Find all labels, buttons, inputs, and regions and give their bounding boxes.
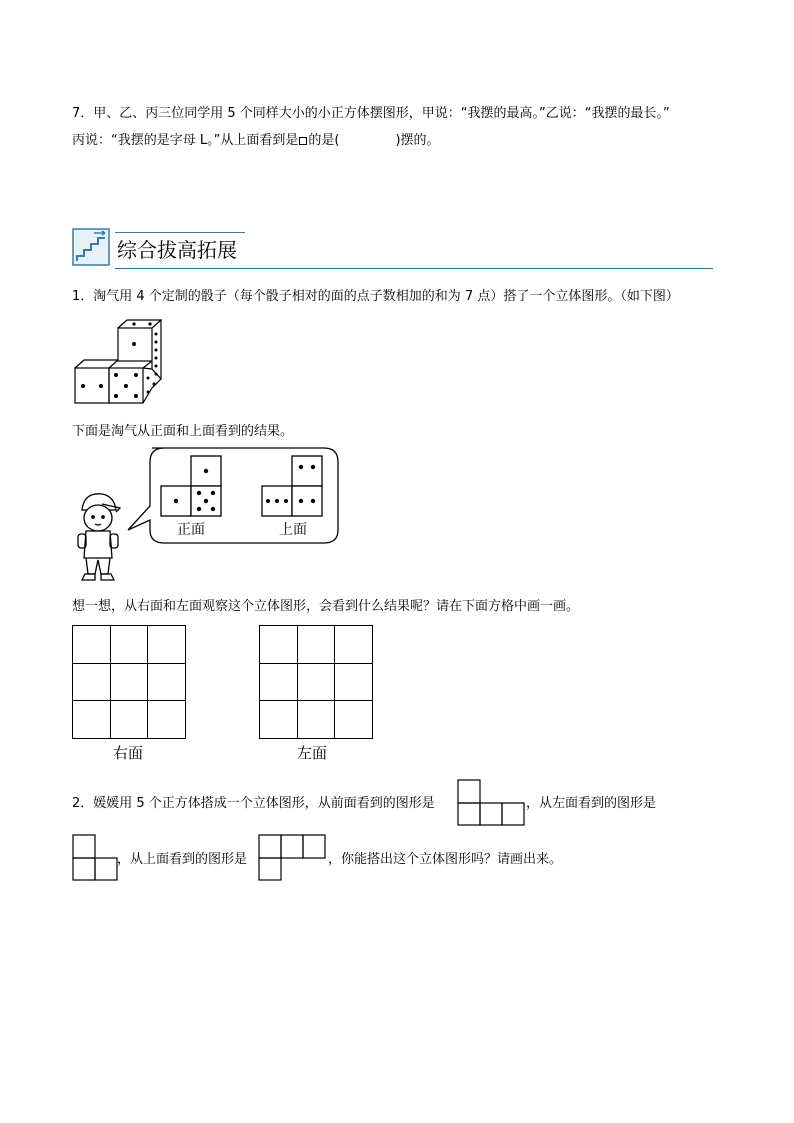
q2-front-view-figure [457,779,527,831]
grid-cell[interactable] [73,626,111,664]
q7-line1: 7．甲、乙、丙三位同学用 5 个同样大小的小正方体摆图形，甲说：“我摆的最高。”乙说：“我摆的最长。” [72,106,670,121]
q7-line2-text-b: 的是( [308,133,340,148]
q1-text: 1．淘气用 4 个定制的骰子（每个骰子相对的面的点子数相加的和为 7 点）搭了一个立体图形。（如下图） [72,289,679,304]
section-title: 综合拔高拓展 [117,238,237,262]
grid-cell[interactable] [111,664,149,702]
left-view-answer-grid[interactable] [259,625,373,739]
q2-top-view-figure [258,834,328,886]
front-view-figure [160,455,225,520]
q1-below-text: 下面是淘气从正面和上面看到的结果。 [72,424,294,439]
q1-question: 想一想，从右面和左面观察这个立体图形，会看到什么结果呢？请在下面方格中画一画。 [72,599,580,614]
stairs-icon [72,228,110,266]
section-rule-top [115,232,245,233]
boy-character-icon [70,488,125,588]
grid-cell[interactable] [260,626,298,664]
grid-cell[interactable] [111,626,149,664]
grid-cell[interactable] [335,626,373,664]
section-rule-bottom [115,268,713,269]
q2-line2-b: ，你能搭出这个立体图形吗？请画出来。 [328,852,563,867]
top-view-figure [261,455,326,520]
grid-cell[interactable] [335,701,373,739]
grid-cell[interactable] [148,664,186,702]
grid-cell[interactable] [148,626,186,664]
grid-cell[interactable] [73,701,111,739]
right-view-answer-grid[interactable] [72,625,186,739]
small-square-icon [299,137,307,145]
dice-stack-figure [72,316,167,406]
front-view-label: 正面 [177,522,205,538]
grid-cell[interactable] [111,701,149,739]
grid-cell[interactable] [298,664,336,702]
q2-line2-a: ，从上面看到的图形是 [117,852,248,867]
q7-line2-text-c: )摆的。 [395,133,440,148]
grid-cell[interactable] [298,701,336,739]
q2-left-view-figure [72,834,120,886]
grid-cell[interactable] [298,626,336,664]
q2-line1-a: 2．媛媛用 5 个正方体搭成一个立体图形，从前面看到的图形是 [72,796,435,811]
q7-line2-text: 丙说：“我摆的是字母 L。”从上面看到是 [72,133,299,148]
right-view-caption: 右面 [113,744,144,762]
grid-cell[interactable] [335,664,373,702]
q2-line1-b: ，从左面看到的图形是 [526,796,657,811]
grid-cell[interactable] [260,664,298,702]
left-view-caption: 左面 [297,744,328,762]
grid-cell[interactable] [260,701,298,739]
top-view-label: 上面 [279,522,307,538]
grid-cell[interactable] [73,664,111,702]
grid-cell[interactable] [148,701,186,739]
q7-line2 [72,132,440,150]
